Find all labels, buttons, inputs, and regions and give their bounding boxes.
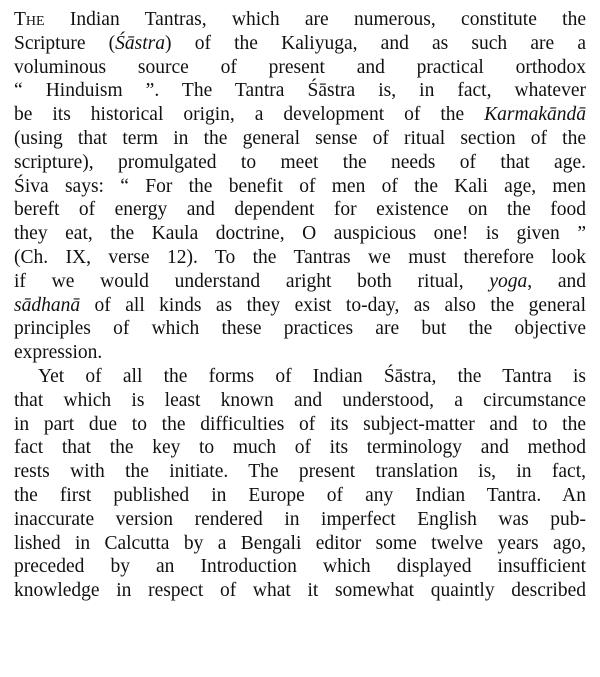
italic-term: Karmakāndā — [484, 104, 586, 126]
text-line — [14, 317, 586, 341]
italic-term: yoga — [489, 270, 528, 292]
text-run: they eat, the Kaula doctrine, O auspicious one! is given ” — [14, 223, 586, 245]
text-run: if we would understand aright both ritual, — [14, 270, 490, 292]
text-line — [14, 579, 586, 603]
text-run: Yet of all the forms of Indian Śāstra, the Tantra is — [38, 365, 586, 387]
text-run: rests with the initiate. The present translation is, in fact, — [14, 461, 586, 483]
text-line — [14, 8, 586, 32]
text-run: fact that the key to much of its terminology and method — [14, 437, 586, 459]
text-run: ) of the Kaliyuga, and as such are a — [165, 32, 586, 54]
text-run: be its historical origin, a development of the — [14, 104, 485, 126]
text-line — [14, 365, 586, 389]
text-run: “ Hinduism ”. The Tantra Śāstra is, in fact, whatever — [14, 80, 586, 102]
italic-term: Śāstra — [115, 32, 166, 54]
text-line — [14, 175, 586, 199]
text-run: lished in Calcutta by a Bengali editor some twelve years ago, — [14, 532, 586, 554]
text-line — [14, 222, 586, 246]
text-line — [14, 555, 586, 579]
paragraph — [14, 8, 586, 365]
text-run: inaccurate version rendered in imperfect English was pub- — [14, 508, 586, 530]
text-run: the first published in Europe of any Indian Tantra. An — [14, 484, 586, 506]
text-line — [14, 56, 586, 80]
text-run: principles of which these practices are but the objective — [14, 318, 586, 340]
text-run: of all kinds as they exist to-day, as also the general — [80, 294, 586, 316]
text-line — [14, 484, 586, 508]
text-line — [14, 151, 586, 175]
text-run: Indian Tantras, which are numerous, constitute the — [44, 9, 586, 30]
text-run: preceded by an Introduction which displayed insufficient — [14, 556, 586, 578]
text-line — [14, 103, 586, 127]
text-line — [14, 460, 586, 484]
opening-small-caps: The — [14, 9, 45, 30]
italic-term: sādhanā — [14, 294, 81, 316]
text-run: Scripture ( — [14, 32, 116, 54]
text-line — [14, 32, 586, 56]
text-line — [14, 436, 586, 460]
text-line — [14, 246, 586, 270]
paragraph — [14, 365, 586, 603]
text-line — [14, 532, 586, 556]
text-run: bereft of energy and dependent for existence on the food — [14, 199, 586, 221]
text-run: expression. — [14, 342, 103, 364]
text-line — [14, 508, 586, 532]
text-line — [14, 294, 586, 318]
text-run: voluminous source of present and practical orthodox — [14, 56, 586, 78]
text-run: scripture), promulgated to meet the needs of that age. — [14, 151, 586, 173]
text-run: Śiva says: “ For the benefit of men of the Kali age, men — [14, 175, 586, 197]
text-line — [14, 270, 586, 294]
text-run: (using that term in the general sense of ritual section of the — [14, 127, 586, 149]
text-line — [14, 198, 586, 222]
text-run: , and — [527, 270, 587, 292]
text-line — [14, 341, 586, 365]
text-line — [14, 79, 586, 103]
text-run: that which is least known and understood, a circumstance — [14, 389, 586, 411]
text-run: (Ch. IX, verse 12). To the Tantras we must therefore look — [14, 246, 586, 268]
text-run: in part due to the difficulties of its subject-matter and to the — [14, 413, 586, 435]
text-line — [14, 389, 586, 413]
text-run: knowledge in respect of what it somewhat quaintly described — [14, 580, 586, 602]
text-line — [14, 413, 586, 437]
text-line — [14, 127, 586, 151]
body-text — [14, 8, 586, 603]
